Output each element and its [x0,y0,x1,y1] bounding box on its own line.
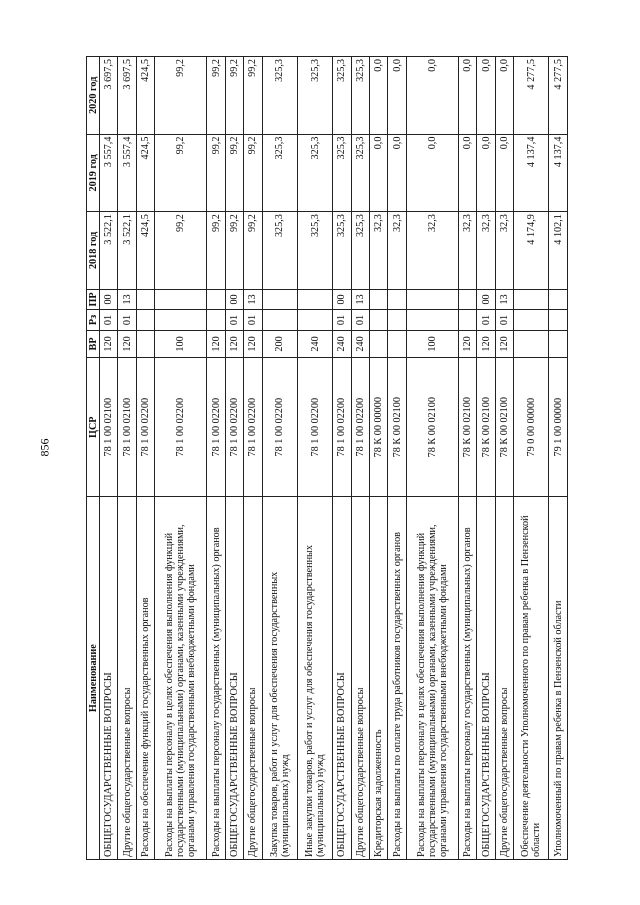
cell-name: Другие общегосударственные вопросы [495,497,513,860]
cell-vr: 120 [477,330,495,357]
cell-vr [549,330,568,357]
cell-2020: 0,0 [369,57,387,135]
cell-rz [297,310,332,331]
cell-rz [549,310,568,331]
cell-rz: 01 [477,310,495,331]
cell-2020: 325,3 [262,57,297,135]
cell-2020: 3 697,5 [100,57,118,135]
cell-2018: 99,2 [207,212,225,290]
table-row [225,57,243,860]
cell-2020: 99,2 [155,57,207,135]
cell-csr: 78 1 00 02200 [136,358,154,497]
cell-csr: 78 К 00 02100 [406,358,458,497]
cell-vr: 120 [458,330,476,357]
table-row [297,57,332,860]
cell-2019: 99,2 [225,134,243,212]
table-row [458,57,476,860]
cell-name: Уполномоченный по правам ребенка в Пензенской области [549,497,568,860]
cell-csr: 78 1 00 02100 [118,358,136,497]
header-year-2020: 2020 год [87,57,100,135]
cell-2020: 0,0 [477,57,495,135]
cell-name: Другие общегосударственные вопросы [118,497,136,860]
cell-vr [388,330,406,357]
cell-pr: 13 [244,289,262,310]
cell-2020: 0,0 [458,57,476,135]
header-rz: Рз [87,310,100,331]
cell-vr: 240 [351,330,369,357]
cell-2018: 32,3 [369,212,387,290]
cell-rz [458,310,476,331]
cell-2019: 99,2 [244,134,262,212]
cell-rz [406,310,458,331]
cell-2018: 32,3 [495,212,513,290]
cell-2018: 99,2 [155,212,207,290]
cell-pr [549,289,568,310]
cell-csr: 78 1 00 02200 [155,358,207,497]
table-row [514,57,549,860]
cell-name: Иные закупки товаров, работ и услуг для обеспечения государственных (муниципальных) нужд [297,497,332,860]
cell-csr: 78 1 00 02200 [262,358,297,497]
cell-vr: 100 [406,330,458,357]
cell-2020: 3 697,5 [118,57,136,135]
table-row [244,57,262,860]
cell-name: Расходы на выплаты персоналу в целях обеспечения выполнения функций государственными (муниципальными) органами, казенными учреждениями, органами управления государственными внебюджетными фондами [155,497,207,860]
cell-pr [207,289,225,310]
cell-2019: 424,5 [136,134,154,212]
cell-vr [514,330,549,357]
cell-pr [262,289,297,310]
cell-2018: 325,3 [262,212,297,290]
header-year-2018: 2018 год [87,212,100,290]
cell-rz: 01 [118,310,136,331]
cell-csr: 79 0 00 00000 [514,358,549,497]
cell-csr: 78 К 00 00000 [369,358,387,497]
table-row [262,57,297,860]
cell-2018: 99,2 [225,212,243,290]
cell-vr: 120 [495,330,513,357]
cell-2018: 325,3 [297,212,332,290]
cell-2020: 99,2 [225,57,243,135]
cell-name: ОБЩЕГОСУДАРСТВЕННЫЕ ВОПРОСЫ [100,497,118,860]
cell-2019: 0,0 [495,134,513,212]
cell-2019: 325,3 [351,134,369,212]
cell-rz: 01 [244,310,262,331]
cell-vr: 120 [100,330,118,357]
cell-rz: 01 [225,310,243,331]
cell-name: Другие общегосударственные вопросы [244,497,262,860]
cell-2018: 4 102,1 [549,212,568,290]
header-year-2019: 2019 год [87,134,100,212]
table-header-row [87,57,100,860]
cell-csr: 78 К 00 02100 [495,358,513,497]
budget-table [86,56,568,860]
cell-2020: 4 277,5 [514,57,549,135]
cell-2020: 4 277,5 [549,57,568,135]
table-body [100,57,568,860]
cell-2020: 325,3 [297,57,332,135]
cell-2018: 325,3 [333,212,351,290]
cell-pr: 13 [495,289,513,310]
cell-csr: 78 К 00 02100 [388,358,406,497]
header-pr: ПР [87,289,100,310]
cell-2018: 3 522,1 [100,212,118,290]
cell-csr: 78 1 00 02200 [244,358,262,497]
cell-rz [388,310,406,331]
cell-rz: 01 [495,310,513,331]
cell-pr [406,289,458,310]
cell-2019: 3 557,4 [118,134,136,212]
cell-name: Другие общегосударственные вопросы [351,497,369,860]
cell-2020: 325,3 [351,57,369,135]
cell-pr: 13 [118,289,136,310]
cell-2019: 0,0 [369,134,387,212]
cell-rz [514,310,549,331]
cell-name: Расходы на выплаты персоналу государственных (муниципальных) органов [207,497,225,860]
cell-2019: 325,3 [333,134,351,212]
cell-rz [136,310,154,331]
cell-2019: 0,0 [406,134,458,212]
cell-pr: 00 [225,289,243,310]
cell-name: Кредиторская задолженность [369,497,387,860]
cell-name: ОБЩЕГОСУДАРСТВЕННЫЕ ВОПРОСЫ [225,497,243,860]
table-row [388,57,406,860]
cell-2020: 99,2 [244,57,262,135]
cell-name: Закупка товаров, работ и услуг для обеспечения государственных (муниципальных) нужд [262,497,297,860]
cell-2020: 325,3 [333,57,351,135]
cell-vr: 120 [207,330,225,357]
cell-csr: 78 1 00 02200 [333,358,351,497]
cell-2018: 99,2 [244,212,262,290]
cell-vr [136,330,154,357]
cell-vr: 100 [155,330,207,357]
cell-pr: 13 [351,289,369,310]
header-name: Наименование [87,497,100,860]
table-row [549,57,568,860]
cell-pr [136,289,154,310]
table-row [351,57,369,860]
cell-vr: 200 [262,330,297,357]
cell-rz: 01 [100,310,118,331]
cell-name: Расходы на выплаты персоналу в целях обеспечения выполнения функций государственными (муниципальными) органами, казенными учреждениями, органами управления государственными внебюджетными фондами [406,497,458,860]
cell-name: Расходы на обеспечение функций государственных органов [136,497,154,860]
cell-name: Обеспечение деятельности Уполномоченного по правам ребенка в Пензенской области [514,497,549,860]
table-row [155,57,207,860]
cell-2019: 4 137,4 [549,134,568,212]
cell-2020: 424,5 [136,57,154,135]
table-row [406,57,458,860]
cell-2020: 0,0 [388,57,406,135]
cell-rz [369,310,387,331]
rotated-table-wrapper [86,56,568,860]
table-row [495,57,513,860]
cell-vr: 240 [297,330,332,357]
cell-vr: 120 [225,330,243,357]
cell-2018: 4 174,9 [514,212,549,290]
cell-2019: 0,0 [458,134,476,212]
cell-rz [155,310,207,331]
cell-pr [297,289,332,310]
header-csr: ЦСР [87,358,100,497]
table-row [477,57,495,860]
table-row [118,57,136,860]
cell-csr: 78 1 00 02200 [351,358,369,497]
cell-rz [262,310,297,331]
cell-csr: 78 1 00 02200 [207,358,225,497]
cell-2019: 325,3 [262,134,297,212]
cell-pr: 00 [477,289,495,310]
cell-csr: 78 1 00 02200 [297,358,332,497]
cell-vr: 120 [118,330,136,357]
cell-2019: 0,0 [388,134,406,212]
cell-pr: 00 [100,289,118,310]
cell-2018: 32,3 [406,212,458,290]
table-row [369,57,387,860]
cell-2020: 0,0 [495,57,513,135]
cell-name: ОБЩЕГОСУДАРСТВЕННЫЕ ВОПРОСЫ [477,497,495,860]
cell-pr [388,289,406,310]
cell-csr: 78 К 00 02100 [458,358,476,497]
cell-pr: 00 [333,289,351,310]
cell-name: Расходы на выплаты по оплате труда работников государственных органов [388,497,406,860]
cell-2020: 0,0 [406,57,458,135]
cell-pr [369,289,387,310]
cell-2019: 325,3 [297,134,332,212]
cell-2019: 3 557,4 [100,134,118,212]
cell-csr: 78 1 00 02100 [100,358,118,497]
table-row [100,57,118,860]
cell-name: ОБЩЕГОСУДАРСТВЕННЫЕ ВОПРОСЫ [333,497,351,860]
cell-2018: 424,5 [136,212,154,290]
cell-2018: 32,3 [388,212,406,290]
cell-2019: 4 137,4 [514,134,549,212]
cell-rz: 01 [333,310,351,331]
table-row [207,57,225,860]
cell-pr [514,289,549,310]
cell-rz [207,310,225,331]
table-row [136,57,154,860]
page-number: 856 [37,438,52,457]
cell-vr: 120 [244,330,262,357]
cell-2018: 3 522,1 [118,212,136,290]
cell-2019: 99,2 [207,134,225,212]
cell-csr: 79 1 00 00000 [549,358,568,497]
cell-pr [458,289,476,310]
cell-2018: 325,3 [351,212,369,290]
cell-2018: 32,3 [458,212,476,290]
cell-2020: 99,2 [207,57,225,135]
header-vr: ВР [87,330,100,357]
cell-csr: 78 К 00 02100 [477,358,495,497]
cell-pr [155,289,207,310]
cell-name: Расходы на выплаты персоналу государственных (муниципальных) органов [458,497,476,860]
cell-vr: 240 [333,330,351,357]
cell-rz: 01 [351,310,369,331]
cell-2019: 99,2 [155,134,207,212]
cell-csr: 78 1 00 02200 [225,358,243,497]
table-row [333,57,351,860]
cell-2019: 0,0 [477,134,495,212]
cell-2018: 32,3 [477,212,495,290]
cell-vr [369,330,387,357]
